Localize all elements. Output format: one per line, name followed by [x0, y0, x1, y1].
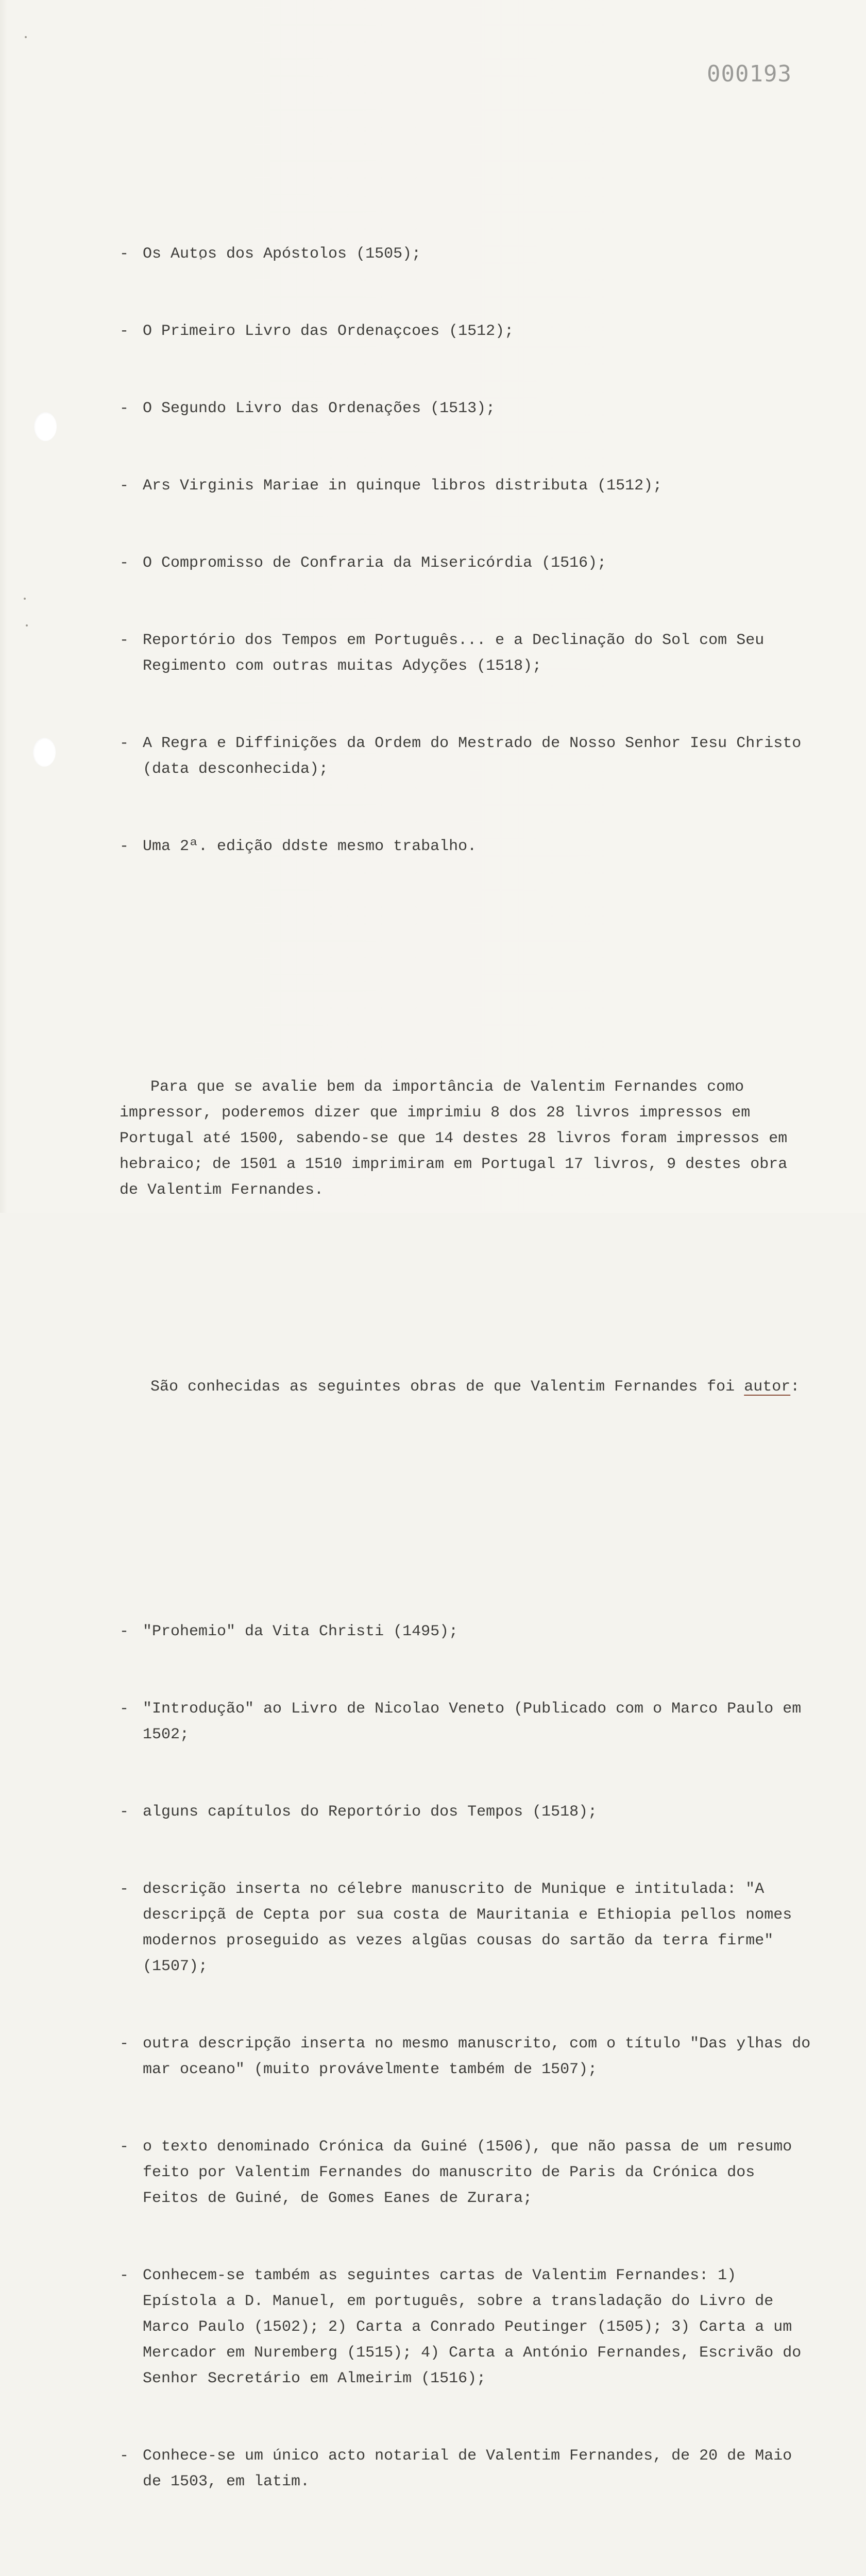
list-item: - alguns capítulos do Reportório dos Tempos (1518);	[120, 1803, 598, 1821]
list-item: - Os Autos dos Apóstolos (1505);	[120, 245, 421, 263]
list-item: - Uma 2ª. edição ddste mesmo trabalho.	[120, 838, 477, 855]
list-item: - O Compromisso de Confraria da Misericórdia (1516);	[120, 554, 607, 572]
authored-works-list	[120, 1567, 820, 2546]
list-item: - outra descripção inserta no mesmo manuscrito, com o título "Das ylhas do mar oceano" (muito provávelmente também de 1507);	[120, 2035, 820, 2078]
page-number: 000193	[707, 61, 792, 87]
list-item: - "Introdução" ao Livro de Nicolao Veneto (Publicado com o Marco Paulo em 1502;	[120, 1700, 811, 1743]
list-item: - Conhecem-se também as seguintes cartas de Valentim Fernandes: 1) Epístola a D. Manuel, em português, sobre a transladação do Livro de Marco Paulo (1502); 2) Carta a Conrado Peutinger (1505); 3) Carta a um Mercador em Nuremberg (1515); 4) Carta a António Fernandes, Escrivão do Senhor Secretário em Almeirim (1516);	[120, 2267, 811, 2387]
paper-speck	[24, 598, 26, 600]
list-item: - Reportório dos Tempos em Português... e a Declinação do Sol com Seu Regimento com outras muitas Adyções (1518);	[120, 632, 774, 675]
list-item: - o texto denominado Crónica da Guiné (1506), que não passa de um resumo feito por Valentim Fernandes do manuscrito de Paris da Crónica dos Feitos de Guiné, de Gomes Eanes de Zurara;	[120, 2138, 802, 2207]
list-item: - O Segundo Livro das Ordenações (1513);	[120, 400, 496, 417]
paragraph-authored-works: São conhecidas as seguintes obras de que Valentim Fernandes foi autor:	[150, 1378, 800, 1396]
list-item: - A Regra e Diffinições da Ordem do Mestrado de Nosso Senhor Iesu Christo (data desconhecida);	[120, 735, 811, 778]
paper-speck	[25, 36, 27, 38]
punch-hole-top	[34, 412, 57, 441]
list-item: - O Primeiro Livro das Ordenaçcoes (1512);	[120, 323, 514, 340]
list-item: - Conhece-se um único acto notarial de Valentim Fernandes, de 20 de Maio de 1503, em latim.	[120, 2447, 802, 2490]
list-item: - Ars Virginis Mariae in quinque libros distributa (1512);	[120, 477, 663, 495]
punch-hole-bottom	[33, 738, 56, 767]
paragraph-printer-importance: Para que se avalie bem da importância de Valentim Fernandes como impressor, poderemos dizer que imprimiu 8 dos 28 livros impressos em Portugal até 1500, sabendo-se que 14 destes 28 livros foram impressos em hebraico; de 1501 a 1510 imprimiram em Portugal 17 livros, 9 destes obra de Valentim Fernandes.	[120, 1078, 797, 1199]
document-body	[120, 112, 820, 2576]
paper-speck	[26, 624, 28, 626]
underlined-word: autor	[744, 1378, 791, 1396]
list-item: - descrição inserta no célebre manuscrito de Munique e intitulada: "A descripçã de Cepta por sua costa de Mauritania e Ethiopia pellos nomes modernos proseguido as vezes algũas cousas do sartão da terra firme" (1507);	[120, 1880, 802, 1975]
printed-works-list	[120, 190, 815, 911]
list-item: - "Prohemio" da Vita Christi (1495);	[120, 1623, 459, 1640]
